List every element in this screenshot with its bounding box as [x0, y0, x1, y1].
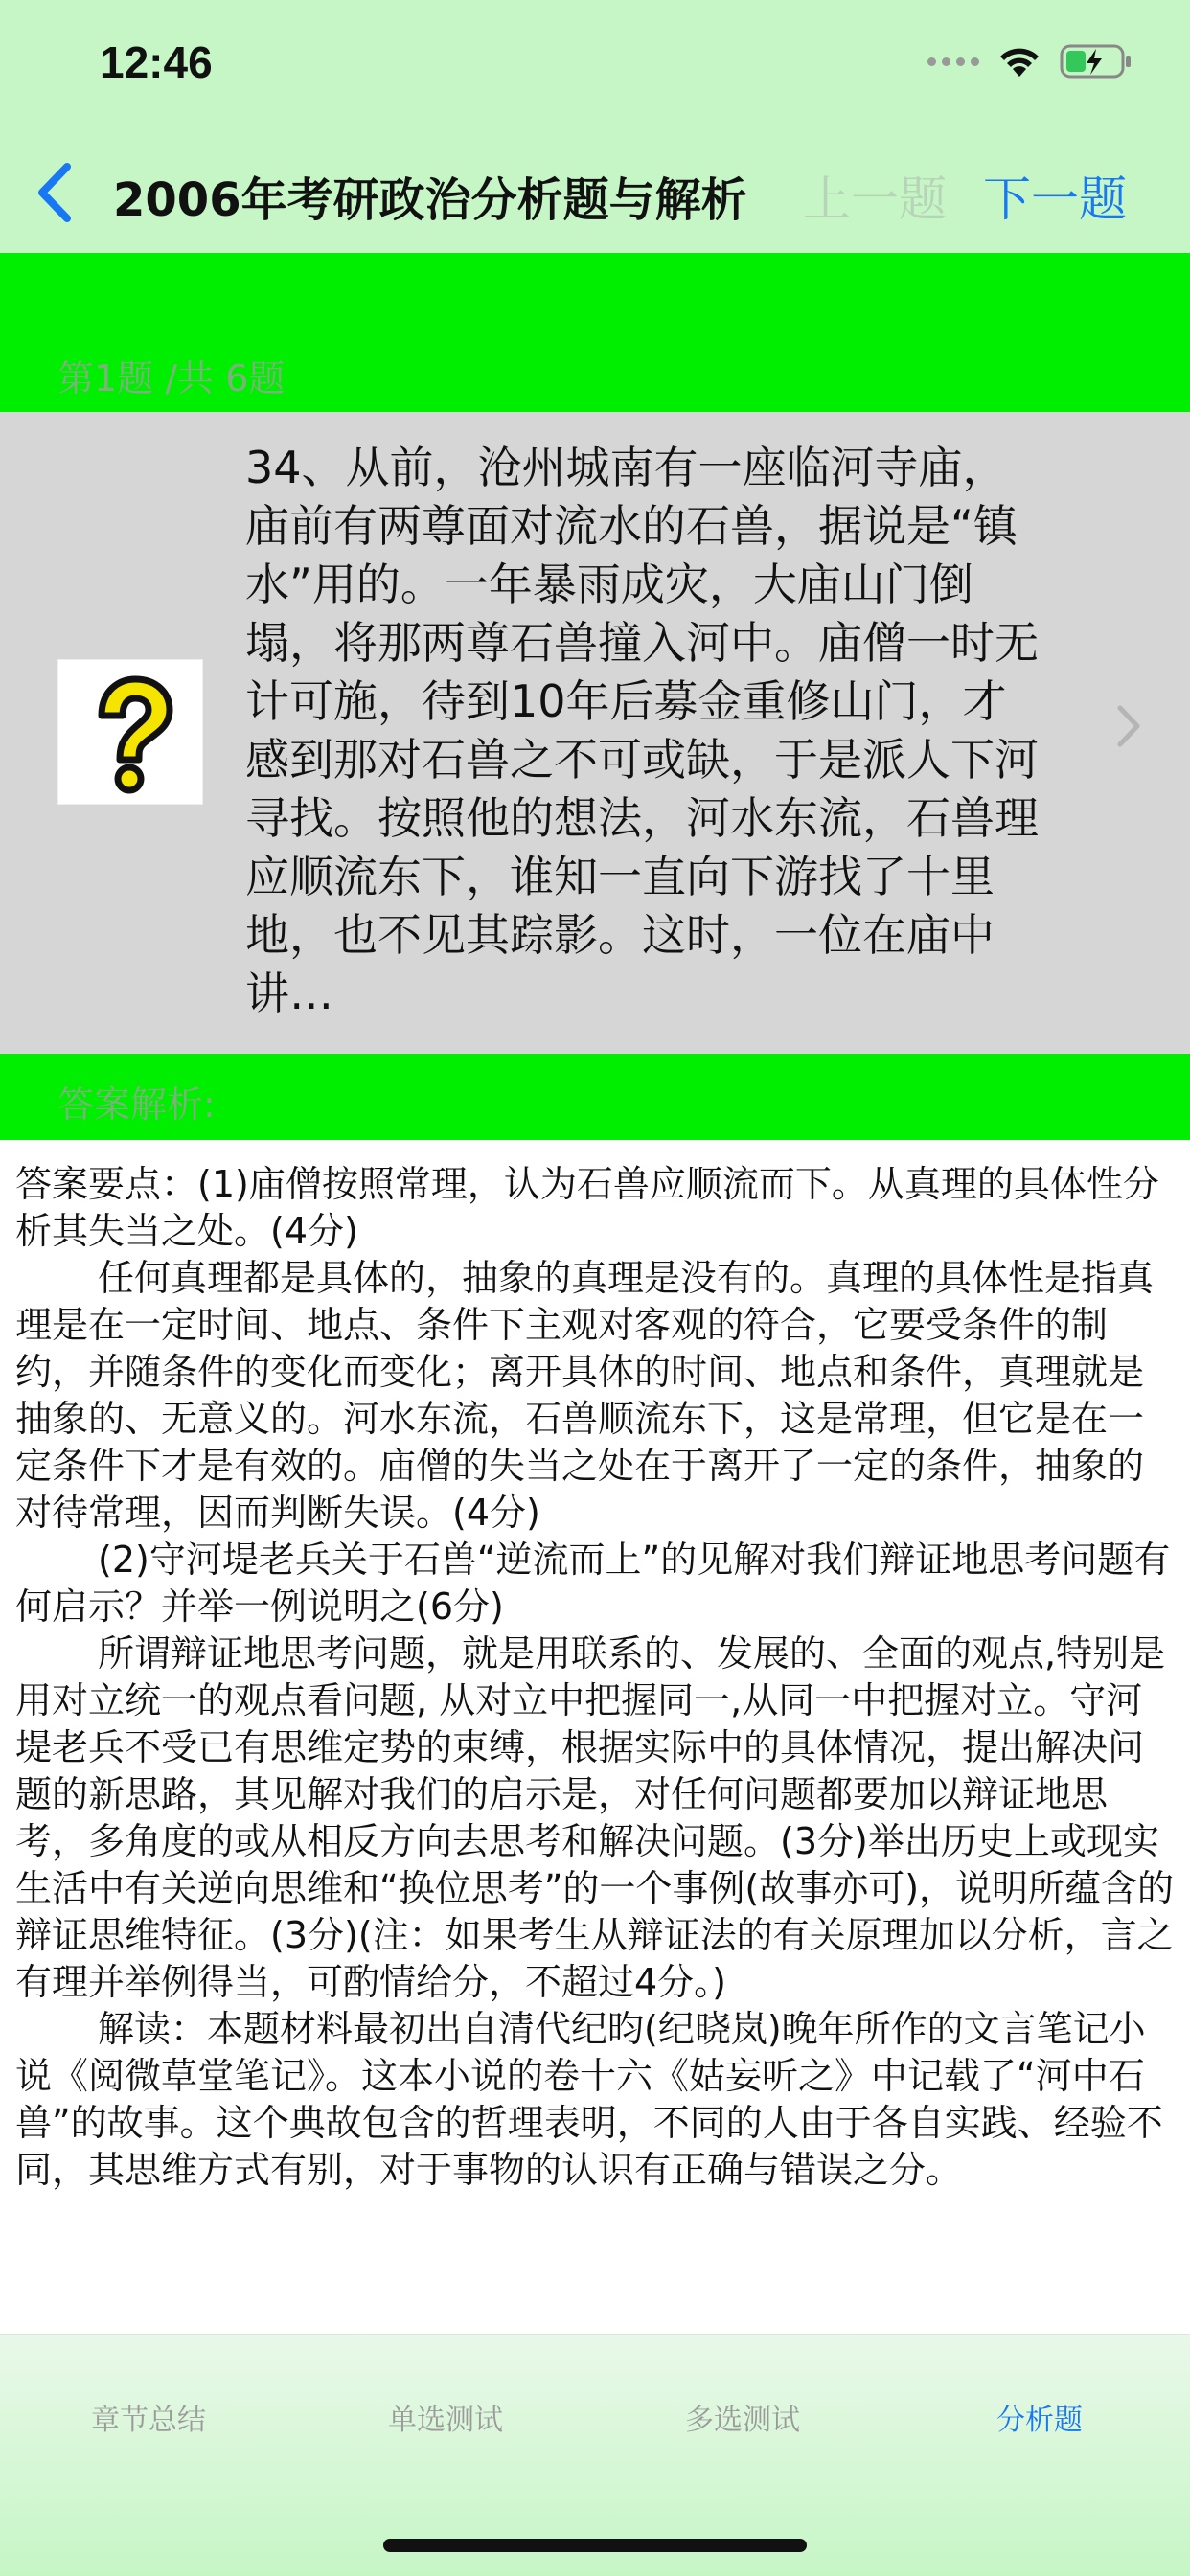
answer-content[interactable] [15, 1161, 1175, 2330]
question-counter-band [0, 253, 1190, 412]
cellular-signal-icon [927, 57, 979, 66]
home-indicator[interactable] [383, 2539, 807, 2552]
answer-paragraph: 解读：本题材料最初出自清代纪昀(纪晓岚)晚年所作的文言笔记小说《阅微草堂笔记》。这本小说的卷十六《姑妄听之》中记载了“河中石兽”的故事。这个典故包含的哲理表明，不同的人由于各自实践、经验不同，其思维方式有别，对于事物的认识有正确与错误之分。 [15, 2008, 1163, 2191]
tab-analysis-questions[interactable]: 分析题 [996, 2404, 1083, 2437]
battery-charging-icon [1060, 43, 1133, 80]
answer-header-band [0, 1054, 1190, 1140]
chevron-right-icon [1115, 704, 1142, 752]
tab-chapter-summary[interactable]: 章节总结 [91, 2404, 206, 2437]
answer-paragraph: (2)守河堤老兵关于石兽“逆流而上”的见解对我们辩证地思考问题有何启示？并举一例说明之(6分) [15, 1539, 1171, 1628]
top-bar [0, 0, 1190, 253]
question-cell[interactable] [0, 412, 1190, 1054]
tab-single-choice-test[interactable]: 单选测试 [388, 2404, 503, 2437]
status-icons [927, 42, 1133, 80]
back-button[interactable] [29, 161, 86, 218]
status-time: 12:46 [100, 37, 213, 87]
question-mark-icon [57, 659, 203, 805]
next-question-button[interactable]: 下一题 [983, 171, 1127, 227]
page-title: 2006年考研政治分析题与解析 [113, 173, 747, 227]
question-counter: 第1题 /共 6题 [57, 357, 286, 399]
tab-multiple-choice-test[interactable]: 多选测试 [685, 2404, 800, 2437]
navigation-bar [0, 144, 1190, 236]
answer-paragraph: 任何真理都是具体的，抽象的真理是没有的。真理的具体性是指真理是在一定时间、地点、条件下主观对客观的符合，它要受条件的制约，并随条件的变化而变化；离开具体的时间、地点和条件，真理就是抽象的、无意义的。河水东流，石兽顺流东下，这是常理，但它是在一定条件下才是有效的。庙僧的失当之处在于离开了一定的条件，抽象的对待常理，因而判断失误。(4分) [15, 1257, 1155, 1534]
previous-question-button[interactable]: 上一题 [803, 171, 947, 227]
answer-label: 答案解析: [57, 1083, 216, 1126]
answer-paragraph: 所谓辩证地思考问题，就是用联系的、发展的、全面的观点,特别是用对立统一的观点看问题, 从对立中把握同一,从同一中把握对立。守河堤老兵不受已有思维定势的束缚，根据实际中的具体情况，提出解决问题的新思路，其见解对我们的启示是，对任何问题都要加以辩证地思考，多角度的或从相反方向去思考和解决问题。(3分)举出历史上或现实生活中有关逆向思维和“换位思考”的一个事例(故事亦可)，说明所蕴含的辩证思维特征。(3分)(注：如果考生从辩证法的有关原理加以分析，言之有理并举例得当，可酌情给分，不超过4分。) [15, 1632, 1175, 2003]
question-text: 34、从前，沧州城南有一座临河寺庙，庙前有两尊面对流水的石兽，据说是“镇水”用的。一年暴雨成灾，大庙山门倒塌，将那两尊石兽撞入河中。庙僧一时无计可施，待到10年后募金重修山门，才感到那对石兽之不可或缺，于是派人下河寻找。按照他的想法，河水东流，石兽理应顺流东下，谁知一直向下游找了十里地，也不见其踪影。这时，一位在庙中讲… [245, 442, 1039, 1019]
wifi-icon [996, 44, 1042, 79]
chevron-left-icon [29, 161, 86, 224]
answer-paragraph: 答案要点：(1)庙僧按照常理，认为石兽应顺流而下。从真理的具体性分析其失当之处。(4分) [15, 1163, 1159, 1252]
